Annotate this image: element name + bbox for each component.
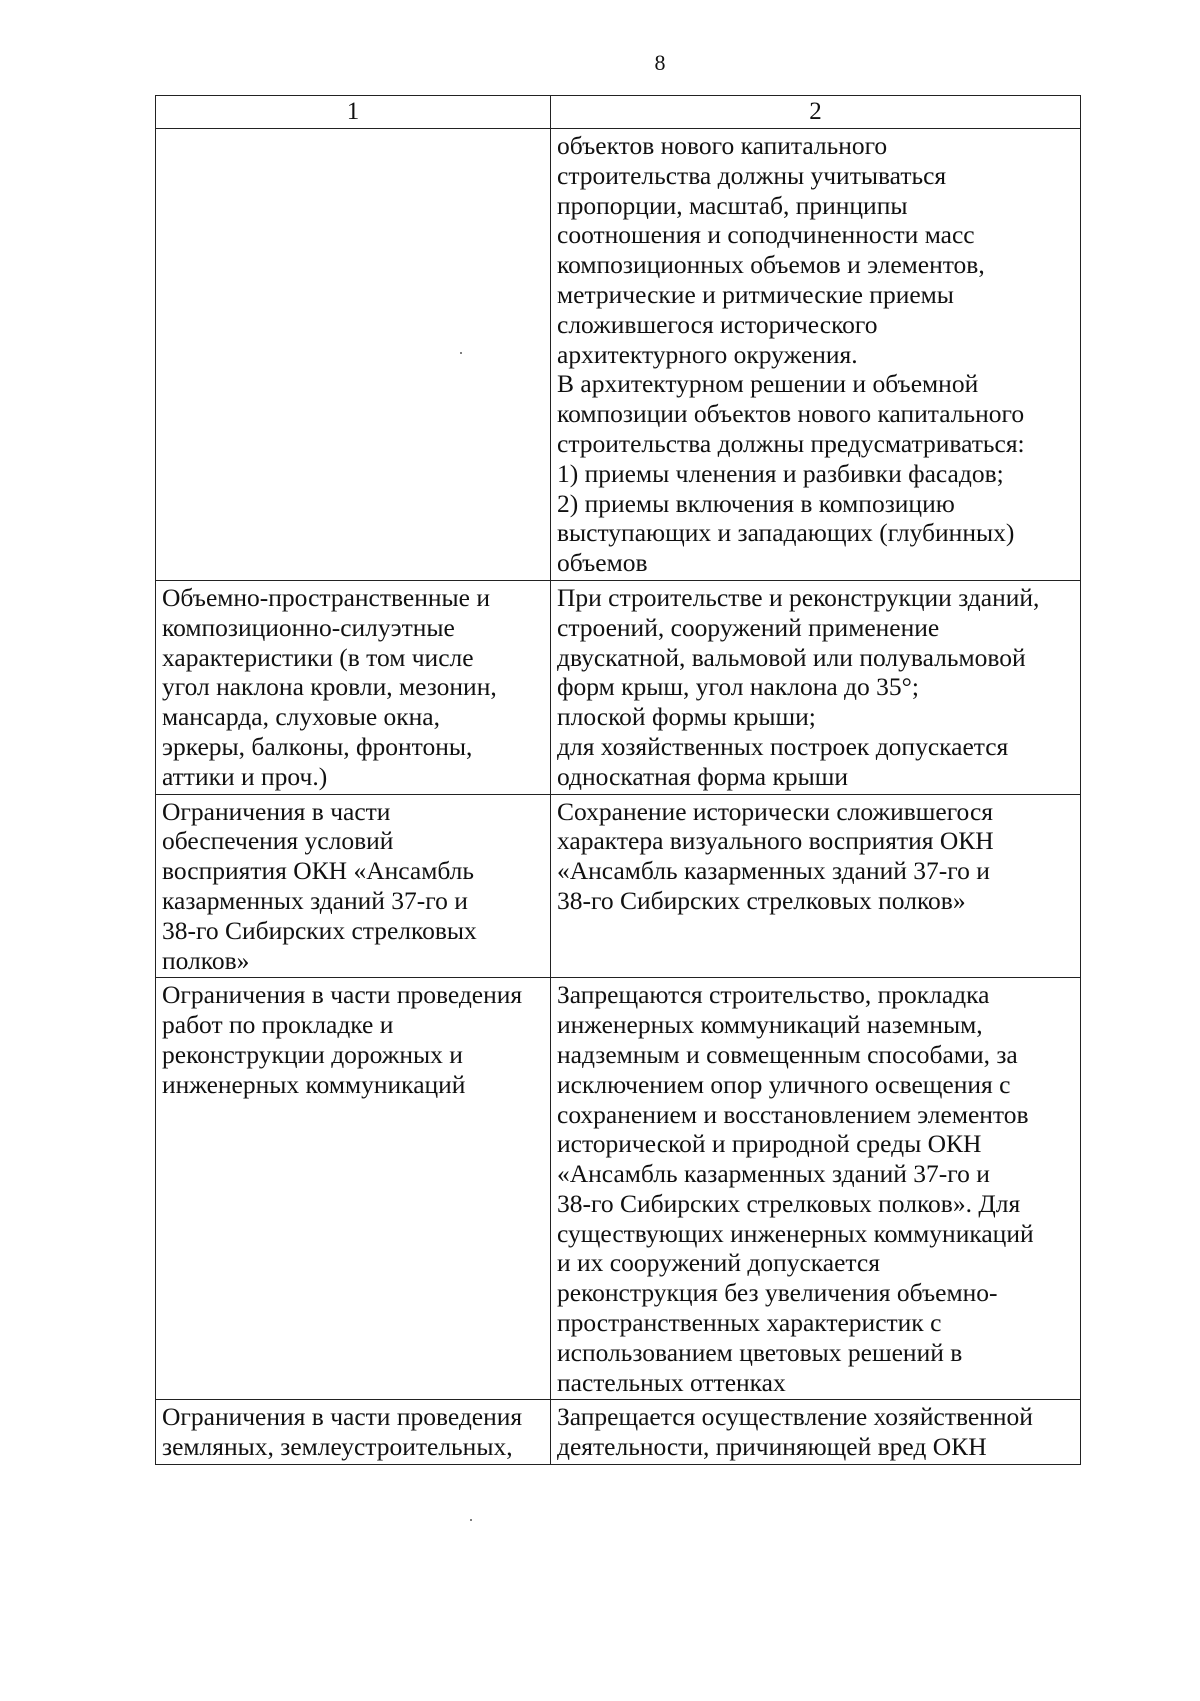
text-line: сохранением и восстановлением элементов [557,1099,1029,1129]
text-line: эркеры, балконы, фронтоны, [162,731,473,761]
restriction-requirement-cell [551,1400,1081,1465]
text-line: «Ансамбль казарменных зданий 37-го и [557,856,990,886]
text-line: композиции объектов нового капитального [557,399,1025,429]
text-line: пастельных оттенках [557,1367,786,1397]
text-line: использованием цветовых решений в [557,1337,963,1367]
text-line: Ограничения в части проведения [162,980,523,1010]
text-line: угол наклона кровли, мезонин, [162,672,497,702]
text-line: восприятия ОКН «Ансамбль [162,856,475,886]
text-line: 38-го Сибирских стрелковых полков». Для [557,1188,1021,1218]
text-line: надземным и совмещенным способами, за [557,1039,1018,1069]
text-line: архитектурного окружения. [557,339,858,369]
table-header-row [156,96,1081,129]
text-line: Ограничения в части проведения [162,1402,523,1432]
text-line: строений, сооружений применение [557,612,940,642]
text-line: для хозяйственных построек допускается [557,731,1009,761]
text-line: объемов [557,548,648,578]
text-line: Ограничения в части [162,796,391,826]
table-row [156,978,1081,1400]
text-line: инженерных коммуникаций [162,1069,466,1099]
text-line: инженерных коммуникаций наземным, [557,1010,983,1040]
text-line: 38-го Сибирских стрелковых [162,915,477,945]
text-line: 38-го Сибирских стрелковых полков» [557,885,966,915]
restriction-requirement-cell [551,129,1081,581]
text-line: мансарда, слуховые окна, [162,702,440,732]
text-line: существующих инженерных коммуникаций [557,1218,1034,1248]
text-line: Объемно-пространственные и [162,582,490,612]
text-line: 1) приемы членения и разбивки фасадов; [557,458,1004,488]
text-line: соотношения и соподчиненности масс [557,220,975,250]
restrictions-table [155,95,1081,1465]
text-line: пространственных характеристик с [557,1308,942,1338]
page-number: 8 [654,50,666,75]
text-line: реконструкции дорожных и [162,1039,463,1069]
text-line: плоской формы крыши; [557,702,816,732]
restriction-parameter-cell [156,129,551,581]
text-line: аттики и проч.) [162,761,328,791]
text-line: В архитектурном решении и объемной [557,369,979,399]
scan-speck [460,352,462,354]
text-line: метрические и ритмические приемы [557,279,954,309]
text-line: строительства должны предусматриваться: [557,428,1025,458]
text-line: При строительстве и реконструкции зданий, [557,582,1040,612]
column-header-2: 2 [551,96,1081,129]
text-line: земляных, землеустроительных, [162,1432,513,1462]
text-line: реконструкция без увеличения объемно- [557,1278,998,1308]
text-line: композиционных объемов и элементов, [557,250,985,280]
text-line: «Ансамбль казарменных зданий 37-го и [557,1159,990,1189]
restriction-requirement-cell [551,580,1081,794]
text-line: композиционно-силуэтные [162,612,455,642]
text-line: Запрещаются строительство, прокладка [557,980,990,1010]
restriction-parameter-cell [156,794,551,978]
text-line: форм крыш, угол наклона до 35°; [557,672,919,702]
table-row [156,794,1081,978]
text-line: исключением опор уличного освещения с [557,1069,1011,1099]
restriction-requirement-cell [551,978,1081,1400]
text-line: исторической и природной среды ОКН [557,1129,982,1159]
restriction-parameter-cell [156,1400,551,1465]
text-line: Запрещается осуществление хозяйственной [557,1402,1033,1432]
text-line: двускатной, вальмовой или полувальмовой [557,642,1026,672]
text-line: обеспечения условий [162,826,394,856]
text-line: и их сооружений допускается [557,1248,880,1278]
text-line: характеристики (в том числе [162,642,474,672]
text-line: деятельности, причиняющей вред ОКН [557,1432,987,1462]
text-line: казарменных зданий 37-го и [162,885,468,915]
column-header-1: 1 [156,96,551,129]
text-line: объектов нового капитального [557,131,888,160]
scan-speck [470,1519,472,1521]
text-line: Сохранение исторически сложившегося [557,796,993,826]
text-line: строительства должны учитываться [557,160,947,190]
text-line: сложившегося исторического [557,309,878,339]
text-line: полков» [162,945,250,975]
text-line: 2) приемы включения в композицию [557,488,955,518]
text-line: работ по прокладке и [162,1010,394,1040]
text-line: характера визуального восприятия ОКН [557,826,994,856]
text-line: пропорции, масштаб, принципы [557,190,908,220]
table-row [156,129,1081,581]
table-row [156,1400,1081,1465]
restriction-parameter-cell [156,580,551,794]
restriction-requirement-cell [551,794,1081,978]
text-line: односкатная форма крыши [557,761,849,791]
text-line: выступающих и западающих (глубинных) [557,518,1015,548]
restriction-parameter-cell [156,978,551,1400]
table-row [156,580,1081,794]
